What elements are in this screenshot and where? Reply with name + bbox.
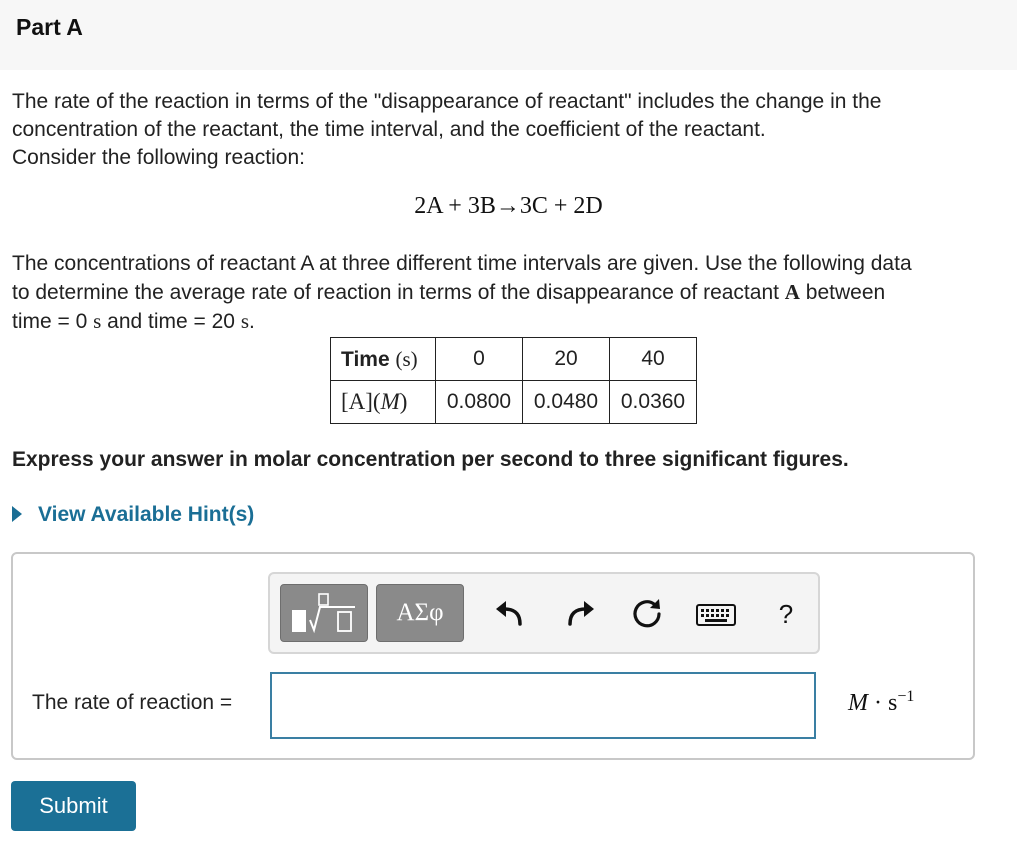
keyboard-icon[interactable] [694, 594, 738, 634]
table-row [331, 338, 697, 381]
table-cell: 20 [523, 338, 610, 381]
unit-seconds: s [888, 690, 898, 716]
templates-icon [281, 585, 367, 641]
question-line-3 [12, 307, 1012, 336]
question-paragraph [12, 249, 1012, 336]
time-unit: s [240, 309, 250, 333]
question-text: and time = 20 [101, 310, 241, 333]
table-cell: 0.0800 [436, 381, 523, 424]
unit-molar: M [848, 690, 868, 716]
answer-instruction: Express your answer in molar concentration per second to three significant figures. [12, 448, 849, 471]
table-cell: 0.0360 [610, 381, 697, 424]
hint-link-label: View Available Hint(s) [38, 503, 255, 526]
redo-icon[interactable] [560, 594, 600, 634]
reactant-var: A [784, 280, 800, 304]
intro-paragraph [12, 88, 1012, 172]
question-text: time = 0 [12, 310, 94, 333]
answer-input[interactable] [270, 672, 816, 739]
question-text: . [249, 310, 255, 333]
table-row [331, 381, 697, 424]
greek-label: ΑΣφ [396, 599, 444, 626]
question-text: to determine the average rate of reaction in terms of the disappearance of reactant [12, 281, 785, 304]
question-text: between [799, 281, 886, 304]
conc-label: [A]( [341, 389, 381, 414]
table-header-concentration [331, 381, 436, 424]
answer-unit [848, 688, 914, 717]
intro-line-1: The rate of the reaction in terms of the "disappearance of reactant" includes the change in the [12, 90, 882, 113]
table-cell: 0.0480 [523, 381, 610, 424]
templates-button[interactable] [280, 584, 368, 642]
conc-label: ) [399, 389, 408, 414]
intro-line-2: concentration of the reactant, the time interval, and the coefficient of the reactant. [12, 118, 766, 141]
submit-button[interactable]: Submit [11, 781, 136, 831]
math-toolbar [268, 572, 820, 654]
table-cell: 40 [610, 338, 697, 381]
caret-right-icon [12, 506, 22, 522]
part-header [0, 0, 1017, 70]
part-title: Part A [16, 14, 83, 40]
table-header-time [331, 338, 436, 381]
reaction-equation: 2A + 3B→3C + 2D [414, 193, 603, 219]
unit-exponent: −1 [897, 688, 915, 705]
reset-icon[interactable] [628, 594, 668, 634]
time-label: Time [341, 347, 390, 371]
time-unit-label: (s) [395, 346, 418, 371]
molar-var: M [380, 389, 400, 414]
time-unit: s [93, 309, 102, 333]
view-hints-link[interactable] [12, 503, 254, 527]
question-line-2 [12, 278, 1012, 307]
table-cell: 0 [436, 338, 523, 381]
intro-line-3: Consider the following reaction: [12, 146, 305, 169]
help-button[interactable]: ? [778, 599, 794, 629]
greek-symbols-button[interactable] [376, 584, 464, 642]
unit-dot: · [868, 690, 888, 716]
concentration-table [330, 337, 697, 424]
answer-label: The rate of reaction = [32, 691, 233, 714]
undo-icon[interactable] [490, 594, 530, 634]
question-line-1: The concentrations of reactant A at three different time intervals are given. Use the following data [12, 252, 912, 275]
